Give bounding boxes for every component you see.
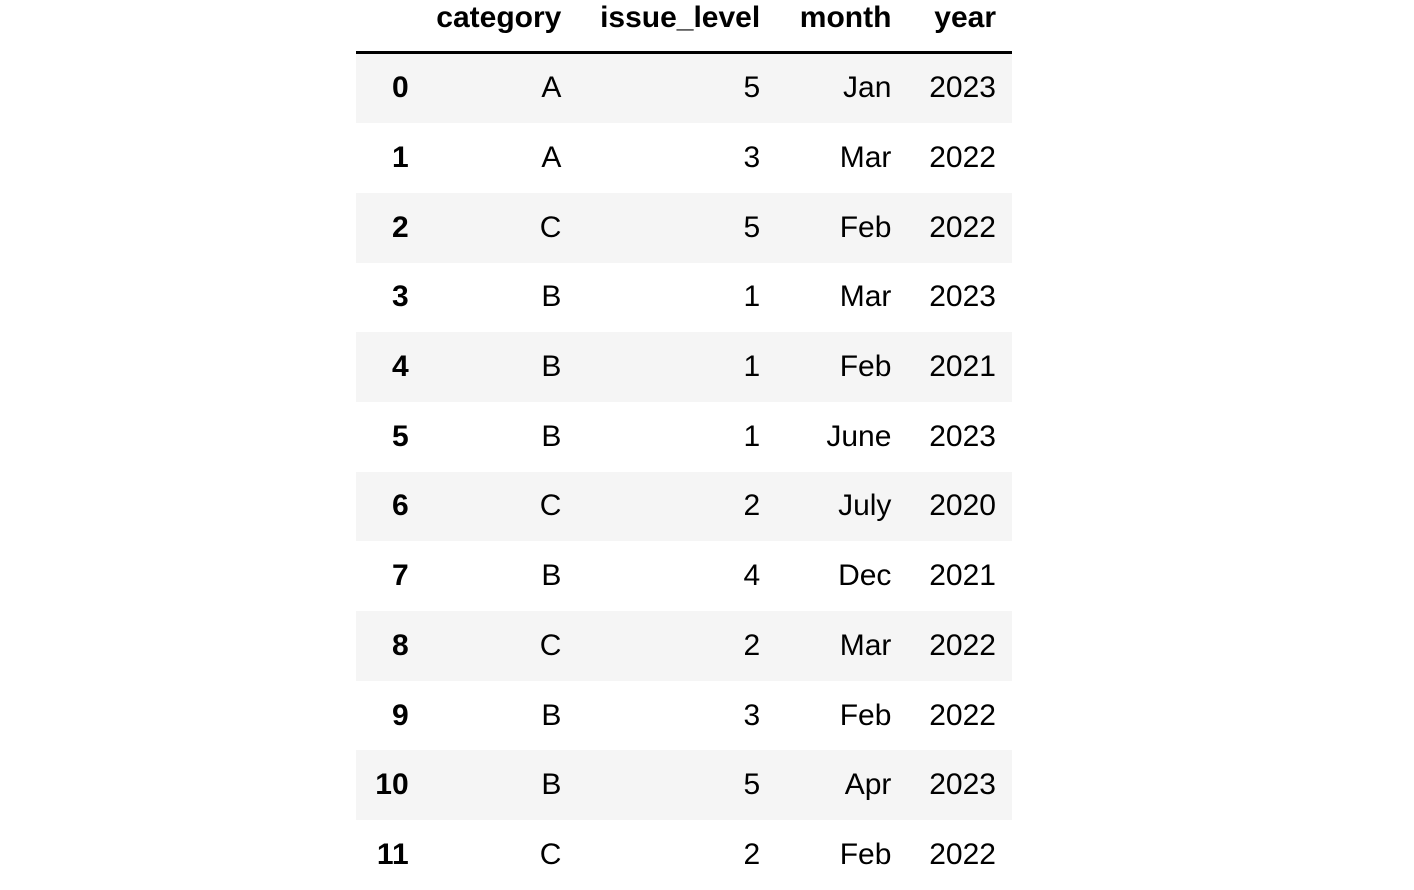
table-row: [356, 681, 1012, 751]
table-body: [356, 52, 1012, 890]
table-header: [356, 0, 1012, 52]
cell-month: Mar: [839, 628, 892, 662]
cell-issue-level: 1: [743, 419, 761, 453]
cell-year: 2023: [929, 280, 996, 314]
cell-issue-level: 3: [743, 141, 761, 175]
cell-year: 2020: [929, 489, 996, 523]
index-header: [356, 0, 424, 52]
cell-year: 2022: [929, 628, 996, 662]
table-row: [356, 472, 1012, 542]
table-row: [356, 750, 1012, 820]
cell-month: July: [838, 489, 892, 523]
cell-year: 2022: [929, 837, 996, 871]
cell-year: 2022: [929, 141, 996, 175]
table-row: [356, 402, 1012, 472]
cell-category: C: [539, 210, 562, 244]
dataframe-output: [356, 0, 1012, 890]
table-row: [356, 541, 1012, 611]
row-index: 5: [391, 419, 409, 453]
cell-year: 2022: [929, 698, 996, 732]
row-index: 10: [375, 768, 409, 802]
table-row: [356, 52, 1012, 123]
cell-month: June: [826, 419, 892, 453]
table-row: [356, 263, 1012, 333]
cell-month: Mar: [839, 141, 892, 175]
cell-issue-level: 5: [743, 210, 761, 244]
cell-month: Mar: [839, 280, 892, 314]
cell-year: 2023: [929, 419, 996, 453]
cell-year: 2022: [929, 210, 996, 244]
column-header-issue-level: issue_level: [600, 1, 761, 35]
cell-category: A: [541, 71, 562, 105]
cell-month: Feb: [839, 698, 892, 732]
cell-month: Jan: [843, 71, 892, 105]
cell-year: 2023: [929, 71, 996, 105]
cell-month: Apr: [844, 768, 892, 802]
row-index: 4: [391, 350, 409, 384]
cell-issue-level: 5: [743, 768, 761, 802]
table-row: [356, 193, 1012, 263]
table-row: [356, 820, 1012, 890]
cell-category: B: [541, 559, 562, 593]
cell-category: B: [541, 419, 562, 453]
row-index: 1: [391, 141, 409, 175]
dataframe-table: [356, 0, 1012, 890]
cell-month: Dec: [838, 559, 892, 593]
row-index: 3: [391, 280, 409, 314]
row-index: 9: [391, 698, 409, 732]
cell-category: C: [539, 837, 562, 871]
cell-issue-level: 2: [743, 837, 761, 871]
table-row: [356, 123, 1012, 193]
header-row: [356, 0, 1012, 52]
column-header-month: month: [799, 1, 892, 35]
table-row: [356, 332, 1012, 402]
cell-year: 2021: [929, 559, 996, 593]
cell-issue-level: 1: [743, 280, 761, 314]
cell-year: 2023: [929, 768, 996, 802]
cell-category: C: [539, 489, 562, 523]
table-row: [356, 611, 1012, 681]
cell-category: B: [541, 280, 562, 314]
cell-month: Feb: [839, 837, 892, 871]
row-index: 0: [391, 71, 409, 105]
column-header-category: category: [436, 1, 562, 35]
cell-issue-level: 2: [743, 628, 761, 662]
cell-category: B: [541, 350, 562, 384]
cell-category: C: [539, 628, 562, 662]
cell-issue-level: 5: [743, 71, 761, 105]
cell-issue-level: 3: [743, 698, 761, 732]
row-index: 6: [391, 489, 409, 523]
cell-category: B: [541, 768, 562, 802]
cell-issue-level: 4: [743, 559, 761, 593]
cell-year: 2021: [929, 350, 996, 384]
row-index: 8: [391, 628, 409, 662]
row-index: 2: [391, 210, 409, 244]
row-index: 7: [391, 559, 409, 593]
cell-category: A: [541, 141, 562, 175]
cell-month: Feb: [839, 210, 892, 244]
row-index: 11: [376, 837, 409, 871]
cell-month: Feb: [839, 350, 892, 384]
column-header-year: year: [934, 1, 996, 35]
cell-issue-level: 2: [743, 489, 761, 523]
cell-category: B: [541, 698, 562, 732]
cell-issue-level: 1: [743, 350, 761, 384]
